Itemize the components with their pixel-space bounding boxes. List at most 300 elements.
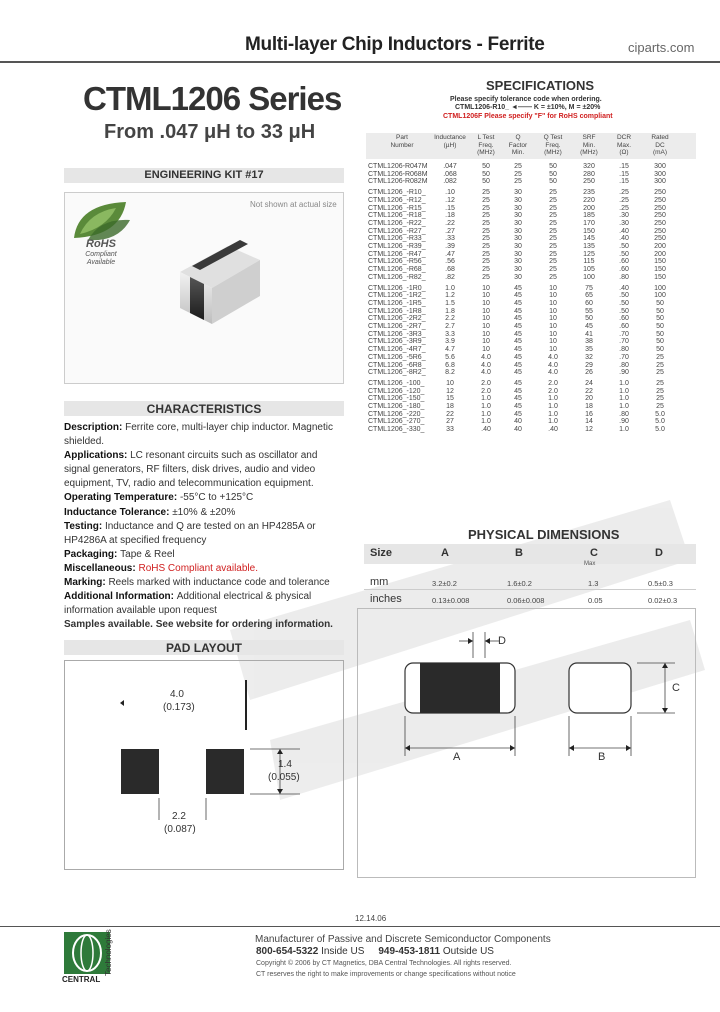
spec-cell: 5.0 bbox=[655, 410, 665, 418]
spec-cell: 250 bbox=[654, 227, 666, 235]
spec-cell: .82 bbox=[445, 273, 455, 281]
spec-cell: .70 bbox=[619, 353, 629, 361]
spec-cell: 50 bbox=[482, 163, 490, 170]
spec-cell: 50 bbox=[549, 163, 557, 170]
specifications-title: SPECIFICATIONS bbox=[486, 78, 595, 93]
characteristic-item bbox=[64, 421, 346, 449]
spec-cell: 10 bbox=[482, 299, 490, 307]
spec-cell: 25 bbox=[482, 227, 490, 235]
spec-cell: 25 bbox=[482, 258, 490, 266]
dim-label-b: B bbox=[598, 751, 606, 763]
spec-cell: .30 bbox=[619, 219, 629, 227]
spec-cell: .25 bbox=[619, 196, 629, 204]
spec-cell: 30 bbox=[514, 189, 522, 197]
spec-cell: 55 bbox=[585, 307, 593, 315]
spec-cell: .70 bbox=[619, 338, 629, 346]
physical-dimensions-title: PHYSICAL DIMENSIONS bbox=[468, 527, 620, 542]
spec-part-number: CTML1206-R068M bbox=[368, 170, 428, 178]
pad-height-in: (0.055) bbox=[268, 772, 300, 783]
spec-cell: .082 bbox=[443, 178, 457, 186]
spec-cell: 10 bbox=[549, 292, 557, 300]
spec-cell: 65 bbox=[585, 292, 593, 300]
characteristic-item bbox=[64, 506, 346, 520]
spec-cell: .80 bbox=[619, 346, 629, 354]
spec-cell: 38 bbox=[585, 338, 593, 346]
rohs-logo-text: RoHS bbox=[86, 238, 116, 250]
spec-cell: 30 bbox=[514, 235, 522, 243]
spec-cell: 16 bbox=[585, 410, 593, 418]
central-logo-text: CENTRAL bbox=[62, 975, 101, 984]
spec-cell: 75 bbox=[585, 284, 593, 292]
spec-header-line: (MHz) bbox=[580, 149, 598, 156]
spec-cell: 25 bbox=[514, 178, 522, 186]
spec-cell: .068 bbox=[443, 170, 457, 178]
physical-header-cell: B bbox=[515, 547, 523, 559]
pad-left bbox=[121, 749, 159, 794]
spec-cell: 250 bbox=[654, 204, 666, 212]
spec-cell: .50 bbox=[619, 307, 629, 315]
spec-cell: 1.0 bbox=[548, 395, 558, 403]
spec-header-line: Min. bbox=[511, 149, 525, 156]
spec-header-line: Freq. bbox=[545, 141, 561, 149]
spec-cell: 50 bbox=[549, 178, 557, 186]
pad-height-mm: 1.4 bbox=[278, 759, 292, 770]
spec-cell: 50 bbox=[656, 338, 664, 346]
spec-cell: .39 bbox=[445, 243, 455, 250]
spec-header-line: (mA) bbox=[652, 149, 668, 156]
spec-part-number: CTML1206_-8R2_ bbox=[368, 369, 426, 377]
physical-cell: 1.6±0.2 bbox=[507, 579, 532, 588]
spec-cell: 10 bbox=[549, 315, 557, 323]
spec-cell: 250 bbox=[583, 178, 595, 186]
series-range: From .047 μH to 33 μH bbox=[104, 121, 316, 143]
spec-cell: 25 bbox=[549, 235, 557, 243]
spec-cell: 170 bbox=[583, 219, 595, 227]
footer-rule bbox=[0, 926, 720, 927]
physical-cell: 0.05 bbox=[588, 596, 603, 605]
spec-cell: 30 bbox=[514, 219, 522, 227]
spec-cell: 10 bbox=[549, 284, 557, 292]
spec-cell: .10 bbox=[445, 189, 455, 197]
spec-cell: 50 bbox=[656, 307, 664, 315]
spec-cell: 30 bbox=[514, 250, 522, 258]
spec-cell: 41 bbox=[585, 330, 593, 338]
spec-cell: 45 bbox=[514, 387, 522, 395]
characteristic-label: Testing: bbox=[64, 520, 105, 532]
physical-header-cell: D bbox=[655, 547, 663, 559]
spec-cell: 18 bbox=[585, 403, 593, 410]
spec-cell: 10 bbox=[549, 346, 557, 354]
rohs-sub-text bbox=[72, 251, 130, 267]
physical-unit-label: inches bbox=[370, 593, 402, 605]
spec-cell: 25 bbox=[549, 219, 557, 227]
spec-cell: 25 bbox=[482, 204, 490, 212]
characteristic-text: Tape & Reel bbox=[120, 548, 175, 560]
characteristic-text: Samples available. See website for ordering information. bbox=[64, 619, 333, 631]
spec-note-rohs: CTML1206F Please specify "F" for RoHS compliant bbox=[443, 113, 613, 120]
spec-cell: 1.0 bbox=[548, 410, 558, 418]
spec-part-number: CTML1206_-R33_ bbox=[368, 235, 426, 243]
characteristics-list bbox=[64, 421, 346, 632]
footer-copyright: Copyright © 2006 by CT Magnetics, DBA Central Technologies. All rights reserved. bbox=[256, 960, 512, 967]
spec-cell: 50 bbox=[656, 330, 664, 338]
spec-header-line: DC bbox=[655, 141, 665, 149]
spec-part-number: CTML1206_-150_ bbox=[368, 395, 425, 403]
spec-cell: 14 bbox=[585, 418, 593, 426]
spec-cell: .12 bbox=[445, 196, 455, 204]
spec-cell: 25 bbox=[549, 266, 557, 274]
spec-note-tolerance: Please specify tolerance code when ordering. bbox=[450, 96, 602, 103]
spec-cell: 25 bbox=[656, 387, 664, 395]
spec-cell: 135 bbox=[583, 243, 595, 250]
characteristic-text: Reels marked with inductance code and tolerance bbox=[108, 577, 330, 589]
spec-cell: 25 bbox=[482, 235, 490, 243]
spec-cell: 1.0 bbox=[445, 284, 455, 292]
spec-cell: .25 bbox=[619, 204, 629, 212]
spec-part-number: CTML1206-R047M bbox=[368, 163, 428, 170]
characteristic-item bbox=[64, 520, 346, 548]
spec-cell: 6.8 bbox=[445, 361, 455, 369]
spec-part-number: CTML1206_-270_ bbox=[368, 418, 425, 426]
spec-header-cell bbox=[471, 134, 501, 157]
spec-cell: 1.0 bbox=[548, 418, 558, 426]
spec-cell: 45 bbox=[514, 369, 522, 377]
spec-cell: 50 bbox=[585, 315, 593, 323]
characteristic-label: Operating Temperature: bbox=[64, 492, 180, 504]
spec-cell: 30 bbox=[514, 227, 522, 235]
spec-cell: 40 bbox=[514, 418, 522, 426]
spec-cell: .56 bbox=[445, 258, 455, 266]
spec-cell: 2.0 bbox=[481, 379, 491, 387]
spec-cell: .40 bbox=[619, 235, 629, 243]
spec-cell: 300 bbox=[654, 178, 666, 186]
physical-row-divider bbox=[364, 589, 696, 590]
spec-cell: 40 bbox=[514, 426, 522, 434]
spec-cell: 10 bbox=[482, 307, 490, 315]
spec-cell: .60 bbox=[619, 315, 629, 323]
spec-cell: 30 bbox=[514, 243, 522, 250]
spec-header-cell bbox=[538, 134, 568, 157]
pad-layout-title: PAD LAYOUT bbox=[165, 641, 242, 655]
header-rule bbox=[0, 61, 720, 63]
spec-cell: 24 bbox=[585, 379, 593, 387]
spec-cell: .40 bbox=[619, 227, 629, 235]
spec-cell: 25 bbox=[549, 212, 557, 220]
characteristic-item bbox=[64, 449, 346, 491]
spec-cell: 5.0 bbox=[655, 418, 665, 426]
spec-cell: .80 bbox=[619, 410, 629, 418]
spec-cell: 150 bbox=[583, 227, 595, 235]
spec-cell: 4.0 bbox=[481, 369, 491, 377]
spec-cell: 10 bbox=[482, 338, 490, 346]
spec-cell: 115 bbox=[583, 258, 595, 266]
spec-cell: 4.0 bbox=[481, 361, 491, 369]
spec-cell: 5.6 bbox=[445, 353, 455, 361]
spec-cell: .18 bbox=[445, 212, 455, 220]
spec-cell: 10 bbox=[549, 338, 557, 346]
spec-cell: 2.2 bbox=[445, 315, 455, 323]
spec-header-cell bbox=[503, 134, 533, 157]
spec-cell: 10 bbox=[549, 299, 557, 307]
characteristic-item bbox=[64, 491, 346, 505]
spec-cell: 1.0 bbox=[619, 387, 629, 395]
spec-cell: 250 bbox=[654, 212, 666, 220]
spec-part-number: CTML1206_-R27_ bbox=[368, 227, 426, 235]
series-title: CTML1206 Series bbox=[83, 80, 342, 117]
spec-cell: 25 bbox=[656, 379, 664, 387]
characteristic-item bbox=[64, 576, 346, 590]
spec-part-number: CTML1206_-R22_ bbox=[368, 219, 426, 227]
spec-cell: 1.0 bbox=[481, 395, 491, 403]
spec-cell: 1.0 bbox=[548, 403, 558, 410]
spec-part-number: CTML1206_-1R8_ bbox=[368, 307, 426, 315]
characteristic-text: Ferrite core, multi-layer chip inductor. Magnetic shielded. bbox=[64, 422, 333, 448]
spec-part-number: CTML1206_-R15_ bbox=[368, 204, 426, 212]
spec-part-number: CTML1206_-180_ bbox=[368, 403, 425, 410]
spec-part-number: CTML1206_-R68_ bbox=[368, 266, 426, 274]
spec-header-line: Q bbox=[515, 134, 521, 141]
characteristic-item bbox=[64, 562, 346, 576]
spec-cell: 45 bbox=[514, 395, 522, 403]
spec-cell: 25 bbox=[549, 204, 557, 212]
spec-cell: 10 bbox=[482, 330, 490, 338]
characteristic-item bbox=[64, 590, 346, 618]
phone-inside-label: Inside US bbox=[321, 946, 365, 957]
spec-header-line: Min. bbox=[582, 141, 596, 149]
spec-cell: 20 bbox=[585, 395, 593, 403]
spec-cell: 22 bbox=[446, 410, 454, 418]
characteristic-text: ±10% & ±20% bbox=[172, 506, 236, 518]
spec-cell: 45 bbox=[514, 284, 522, 292]
phone-outside-label: Outside US bbox=[442, 946, 494, 957]
spec-cell: .50 bbox=[619, 250, 629, 258]
spec-cell: 45 bbox=[514, 338, 522, 346]
physical-c-max: Max bbox=[584, 561, 596, 567]
spec-cell: 25 bbox=[514, 163, 522, 170]
spec-cell: 100 bbox=[654, 284, 666, 292]
spec-part-number: CTML1206-R082M bbox=[368, 178, 428, 186]
spec-cell: 25 bbox=[549, 189, 557, 197]
spec-cell: 50 bbox=[549, 170, 557, 178]
spec-cell: .68 bbox=[445, 266, 455, 274]
spec-part-number: CTML1206_-R18_ bbox=[368, 212, 426, 220]
spec-header-line: L Test bbox=[477, 134, 495, 141]
spec-cell: 50 bbox=[656, 299, 664, 307]
spec-cell: 145 bbox=[583, 235, 595, 243]
spec-cell: 10 bbox=[549, 330, 557, 338]
spec-part-number: CTML1206_-R47_ bbox=[368, 250, 426, 258]
spec-cell: 200 bbox=[654, 243, 666, 250]
engineering-kit-label: ENGINEERING KIT #17 bbox=[144, 169, 264, 181]
spec-cell: 25 bbox=[549, 258, 557, 266]
spec-cell: 25 bbox=[482, 266, 490, 274]
spec-cell: .80 bbox=[619, 273, 629, 281]
pad-right bbox=[206, 749, 244, 794]
spec-cell: 10 bbox=[482, 346, 490, 354]
spec-header-line: (Ω) bbox=[619, 149, 629, 156]
spec-cell: 5.0 bbox=[655, 426, 665, 434]
spec-cell: 27 bbox=[446, 418, 454, 426]
spec-cell: 30 bbox=[514, 258, 522, 266]
phone-inside[interactable]: 800-654-5322 bbox=[256, 946, 319, 957]
footer-disclaimer: CT reserves the right to make improvements or change specifications without notice bbox=[256, 971, 516, 978]
spec-cell: 10 bbox=[446, 379, 454, 387]
spec-cell: .50 bbox=[619, 299, 629, 307]
spec-cell: 25 bbox=[656, 403, 664, 410]
spec-header-line: Factor bbox=[508, 141, 528, 149]
spec-cell: 250 bbox=[654, 189, 666, 197]
spec-cell: .60 bbox=[619, 258, 629, 266]
characteristic-item bbox=[64, 618, 346, 632]
spec-header-line: Part bbox=[396, 134, 408, 141]
footer-date: 12.14.06 bbox=[355, 914, 387, 923]
spec-cell: 26 bbox=[585, 369, 593, 377]
spec-header-line: Freq. bbox=[478, 141, 494, 149]
spec-cell: 250 bbox=[654, 196, 666, 204]
physical-cell: 1.3 bbox=[588, 579, 599, 588]
phone-outside[interactable]: 949-453-1811 bbox=[378, 946, 441, 957]
chip-inductor-photo bbox=[160, 232, 270, 328]
spec-part-number: CTML1206_-2R2_ bbox=[368, 315, 426, 323]
spec-cell: 50 bbox=[656, 346, 664, 354]
spec-cell: 25 bbox=[482, 243, 490, 250]
spec-cell: 1.0 bbox=[481, 410, 491, 418]
spec-cell: 250 bbox=[654, 235, 666, 243]
spec-cell: .40 bbox=[619, 284, 629, 292]
spec-cell: 2.0 bbox=[548, 387, 558, 395]
spec-cell: .90 bbox=[619, 369, 629, 377]
spec-note-example: CTML1206-R10_ ◄—— K = ±10%, M = ±20% bbox=[455, 104, 601, 111]
physical-header-bar bbox=[364, 544, 696, 564]
spec-cell: 15 bbox=[446, 395, 454, 403]
spec-cell: 33 bbox=[446, 426, 454, 434]
spec-cell: .15 bbox=[619, 178, 629, 186]
spec-cell: 25 bbox=[549, 273, 557, 281]
spec-cell: 22 bbox=[585, 387, 593, 395]
characteristic-label: Packaging: bbox=[64, 548, 121, 560]
spec-cell: .30 bbox=[619, 212, 629, 220]
dim-label-c: C bbox=[672, 682, 680, 694]
physical-cell: 0.5±0.3 bbox=[648, 579, 673, 588]
spec-part-number: CTML1206_-R10_ bbox=[368, 189, 426, 197]
spec-cell: 45 bbox=[514, 299, 522, 307]
spec-cell: 35 bbox=[585, 346, 593, 354]
pad-layout-drawing bbox=[64, 660, 344, 870]
spec-cell: 25 bbox=[656, 395, 664, 403]
characteristic-label: Marking: bbox=[64, 577, 109, 589]
spec-cell: 45 bbox=[514, 403, 522, 410]
spec-cell: 10 bbox=[482, 292, 490, 300]
spec-cell: 50 bbox=[656, 315, 664, 323]
spec-cell: .90 bbox=[619, 418, 629, 426]
spec-part-number: CTML1206_-R56_ bbox=[368, 258, 426, 266]
spec-cell: 50 bbox=[656, 323, 664, 330]
spec-cell: 300 bbox=[654, 163, 666, 170]
spec-cell: 320 bbox=[583, 163, 595, 170]
spec-cell: 45 bbox=[514, 323, 522, 330]
spec-part-number: CTML1206_-1R5_ bbox=[368, 299, 426, 307]
spec-cell: 45 bbox=[514, 307, 522, 315]
spec-header-cell bbox=[432, 134, 468, 149]
spec-cell: 25 bbox=[482, 212, 490, 220]
spec-cell: 1.0 bbox=[481, 403, 491, 410]
spec-cell: 200 bbox=[583, 204, 595, 212]
spec-cell: 12 bbox=[585, 426, 593, 434]
spec-header-line: (µH) bbox=[443, 141, 457, 149]
spec-cell: 25 bbox=[549, 250, 557, 258]
characteristics-title: CHARACTERISTICS bbox=[146, 402, 262, 416]
spec-header-line: (MHz) bbox=[544, 149, 562, 156]
spec-cell: 250 bbox=[654, 219, 666, 227]
spec-cell: 1.0 bbox=[619, 403, 629, 410]
spec-cell: 45 bbox=[514, 353, 522, 361]
spec-cell: 150 bbox=[654, 266, 666, 274]
spec-cell: 1.0 bbox=[619, 395, 629, 403]
spec-part-number: CTML1206_-1R0_ bbox=[368, 284, 426, 292]
spec-header-cell bbox=[372, 134, 432, 149]
spec-cell: 1.0 bbox=[481, 418, 491, 426]
spec-cell: 12 bbox=[446, 387, 454, 395]
spec-cell: 4.0 bbox=[548, 353, 558, 361]
characteristic-text: Inductance and Q are tested on an HP4285A or HP4286A at specified frequency bbox=[64, 520, 316, 546]
spec-part-number: CTML1206_-220_ bbox=[368, 410, 425, 418]
spec-cell: 25 bbox=[482, 250, 490, 258]
spec-header-cell bbox=[645, 134, 675, 157]
characteristic-text: -55°C to +125°C bbox=[179, 492, 254, 504]
pad-width-mm: 4.0 bbox=[170, 689, 184, 700]
spec-cell: 280 bbox=[583, 170, 595, 178]
spec-cell: 45 bbox=[585, 323, 593, 330]
spec-cell: 10 bbox=[549, 307, 557, 315]
spec-cell: 4.0 bbox=[481, 353, 491, 361]
spec-cell: 1.2 bbox=[445, 292, 455, 300]
spec-cell: 125 bbox=[583, 250, 595, 258]
footer-phones bbox=[256, 946, 494, 957]
spec-cell: 1.8 bbox=[445, 307, 455, 315]
spec-cell: 30 bbox=[514, 266, 522, 274]
spec-cell: 2.0 bbox=[481, 387, 491, 395]
spec-cell: 60 bbox=[585, 299, 593, 307]
spec-cell: 100 bbox=[654, 292, 666, 300]
pad-width-in: (0.173) bbox=[163, 702, 195, 713]
spec-cell: 45 bbox=[514, 410, 522, 418]
spec-cell: 105 bbox=[583, 266, 595, 274]
spec-cell: .50 bbox=[619, 243, 629, 250]
spec-part-number: CTML1206_-3R9_ bbox=[368, 338, 426, 346]
spec-part-number: CTML1206_-R12_ bbox=[368, 196, 426, 204]
spec-cell: .15 bbox=[445, 204, 455, 212]
spec-cell: .40 bbox=[481, 426, 491, 434]
spec-cell: 45 bbox=[514, 292, 522, 300]
header-site-link[interactable]: ciparts.com bbox=[628, 40, 695, 55]
dim-label-a: A bbox=[453, 751, 461, 763]
spec-part-number: CTML1206_-2R7_ bbox=[368, 323, 426, 330]
spec-cell: 10 bbox=[549, 323, 557, 330]
characteristic-label: Applications: bbox=[64, 450, 131, 462]
spec-cell: 25 bbox=[656, 353, 664, 361]
spec-cell: 300 bbox=[654, 170, 666, 178]
spec-cell: .47 bbox=[445, 250, 455, 258]
spec-cell: .27 bbox=[445, 227, 455, 235]
rohs-available: Available bbox=[86, 259, 116, 266]
spec-cell: 1.0 bbox=[619, 379, 629, 387]
spec-cell: 2.0 bbox=[548, 379, 558, 387]
physical-header-cell: A bbox=[441, 547, 449, 559]
spec-cell: 2.7 bbox=[445, 323, 455, 330]
spec-cell: .60 bbox=[619, 323, 629, 330]
spec-cell: 25 bbox=[482, 196, 490, 204]
rohs-compliant: Compliant bbox=[85, 251, 117, 258]
